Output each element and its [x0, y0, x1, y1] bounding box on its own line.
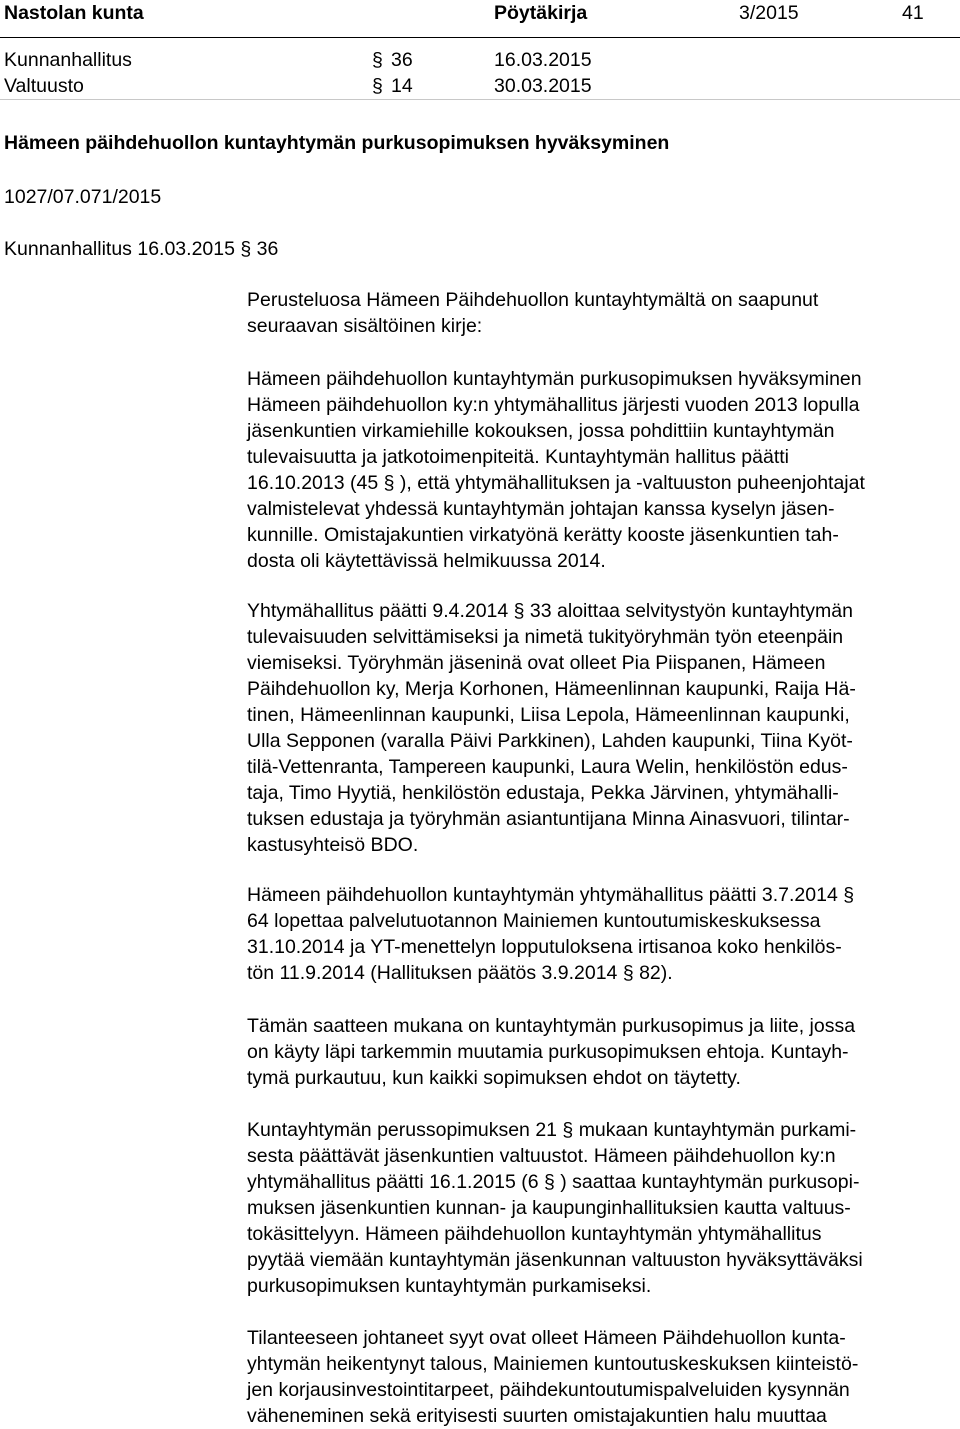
text-line: väheneminen sekä erityisesti suurten omistajakuntien halu muuttaa [247, 1405, 827, 1427]
text-line: Ulla Sepponen (varalla Päivi Parkkinen), Lahden kaupunki, Tiina Kyöt- [247, 730, 853, 752]
text-line: muksen jäsenkuntien kunnan- ja kaupunginhallituksien kautta valtuus- [247, 1197, 851, 1219]
text-line: viemiseksi. Työryhmän jäseninä ovat olleet Pia Piispanen, Hämeen [247, 652, 826, 674]
body-name-council: Valtuusto [4, 75, 84, 97]
paragraph-closure [247, 882, 957, 986]
text-line: dosta oli käytettävissä helmikuussa 2014. [247, 550, 606, 572]
date-council: 30.03.2015 [494, 75, 592, 97]
text-line: tulevaisuuden selvittämiseksi ja nimetä tukityöryhmän työn eteenpäin [247, 626, 844, 648]
text-line: Kuntayhtymän perussopimuksen 21 § mukaan kuntayhtymän purkami- [247, 1119, 857, 1141]
text-line: Hämeen päihdehuollon kuntayhtymän yhtymähallitus päätti 3.7.2014 § [247, 884, 855, 906]
text-line: Hämeen päihdehuollon kuntayhtymän purkusopimuksen hyväksyminen [247, 368, 862, 390]
paragraph-intro [247, 287, 957, 339]
issue-number: 3/2015 [739, 2, 799, 24]
text-line: Päihdehuollon ky, Merja Korhonen, Hämeenlinnan kaupunki, Raija Hä- [247, 678, 856, 700]
document-title: Hämeen päihdehuollon kuntayhtymän purkusopimuksen hyväksyminen [4, 132, 670, 154]
text-line: Yhtymähallitus päätti 9.4.2014 § 33 aloittaa selvitystyön kuntayhtymän [247, 600, 853, 622]
text-line: tymä purkautuu, kun kaikki sopimuksen ehdot on täytetty. [247, 1067, 741, 1089]
text-line: tön 11.9.2014 (Hallituksen päätös 3.9.2014 § 82). [247, 962, 673, 984]
text-line: yhtymähallitus päätti 16.1.2015 (6 § ) saattaa kuntayhtymän purkusopi- [247, 1171, 860, 1193]
paragraph-decision [247, 1117, 957, 1299]
document-type: Pöytäkirja [494, 2, 588, 24]
page-number: 41 [902, 2, 924, 24]
section-symbol-board: § [372, 49, 383, 71]
section-number-board: 36 [391, 49, 413, 71]
text-line: Tämän saatteen mukana on kuntayhtymän purkusopimus ja liite, jossa [247, 1015, 856, 1037]
text-line: 31.10.2014 ja YT-menettelyn lopputuloksena irtisanoa koko henkilös- [247, 936, 842, 958]
text-line: jen korjausinvestointitarpeet, päihdekuntoutumispalveluiden kysynnän [247, 1379, 850, 1401]
record-number: 1027/07.071/2015 [4, 186, 162, 208]
text-line: Hämeen päihdehuollon ky:n yhtymähallitus järjesti vuoden 2013 lopulla [247, 394, 860, 416]
text-line: tinen, Hämeenlinnan kaupunki, Liisa Lepola, Hämeenlinnan kaupunki, [247, 704, 850, 726]
text-line: 16.10.2013 (45 § ), että yhtymähallituksen ja -valtuuston puheenjohtajat [247, 472, 865, 494]
paragraph-reasons [247, 1325, 957, 1429]
text-line: kunnille. Omistajakuntien virkatyönä kerätty kooste jäsenkuntien tah- [247, 524, 839, 546]
paragraph-agreement [247, 1013, 957, 1091]
body-name-board: Kunnanhallitus [4, 49, 132, 71]
paragraph-letter [247, 366, 957, 574]
text-line: kastusyhteisö BDO. [247, 834, 419, 856]
text-line: taja, Timo Hyytiä, henkilöstön edustaja, Pekka Järvinen, yhtymähalli- [247, 782, 839, 804]
text-line: seuraavan sisältöinen kirje: [247, 315, 483, 337]
date-board: 16.03.2015 [494, 49, 592, 71]
municipality-name: Nastolan kunta [4, 2, 144, 24]
paragraph-working-group [247, 598, 957, 858]
reference-rule [0, 99, 960, 100]
text-line: 64 lopettaa palvelutuotannon Mainiemen kuntoutumiskeskuksessa [247, 910, 821, 932]
text-line: purkusopimuksen kuntayhtymän purkamiseksi. [247, 1275, 652, 1297]
text-line: on käyty läpi tarkemmin muutamia purkusopimuksen ehtoja. Kuntayh- [247, 1041, 849, 1063]
text-line: tulevaisuutta ja jatkotoimenpiteitä. Kuntayhtymän hallitus päätti [247, 446, 789, 468]
text-line: yhtymän heikentynyt talous, Mainiemen kuntoutuskeskuksen kiinteistö- [247, 1353, 859, 1375]
text-line: Perusteluosa Hämeen Päihdehuollon kuntayhtymältä on saapunut [247, 289, 819, 311]
text-line: sesta päättävät jäsenkuntien valtuustot. Hämeen päihdehuollon ky:n [247, 1145, 836, 1167]
section-symbol-council: § [372, 75, 383, 97]
text-line: valmistelevat yhdessä kuntayhtymän johtajan kanssa kyselyn jäsen- [247, 498, 835, 520]
text-line: Tilanteeseen johtaneet syyt ovat olleet Hämeen Päihdehuollon kunta- [247, 1327, 846, 1349]
text-line: pyytää viemään kuntayhtymän jäsenkunnan valtuuston hyväksyttäväksi [247, 1249, 863, 1271]
text-line: tilä-Vettenranta, Tampereen kaupunki, Laura Welin, henkilöstön edus- [247, 756, 848, 778]
text-line: tokäsittelyyn. Hämeen päihdehuollon kuntayhtymän yhtymähallitus [247, 1223, 822, 1245]
text-line: tuksen edustaja ja työryhmän asiantuntijana Minna Ainasvuori, tilintar- [247, 808, 850, 830]
meeting-reference: Kunnanhallitus 16.03.2015 § 36 [4, 238, 279, 260]
text-line: jäsenkuntien virkamiehille kokouksen, jossa pohdittiin kuntayhtymän [247, 420, 835, 442]
section-number-council: 14 [391, 75, 413, 97]
header-rule [0, 37, 960, 38]
